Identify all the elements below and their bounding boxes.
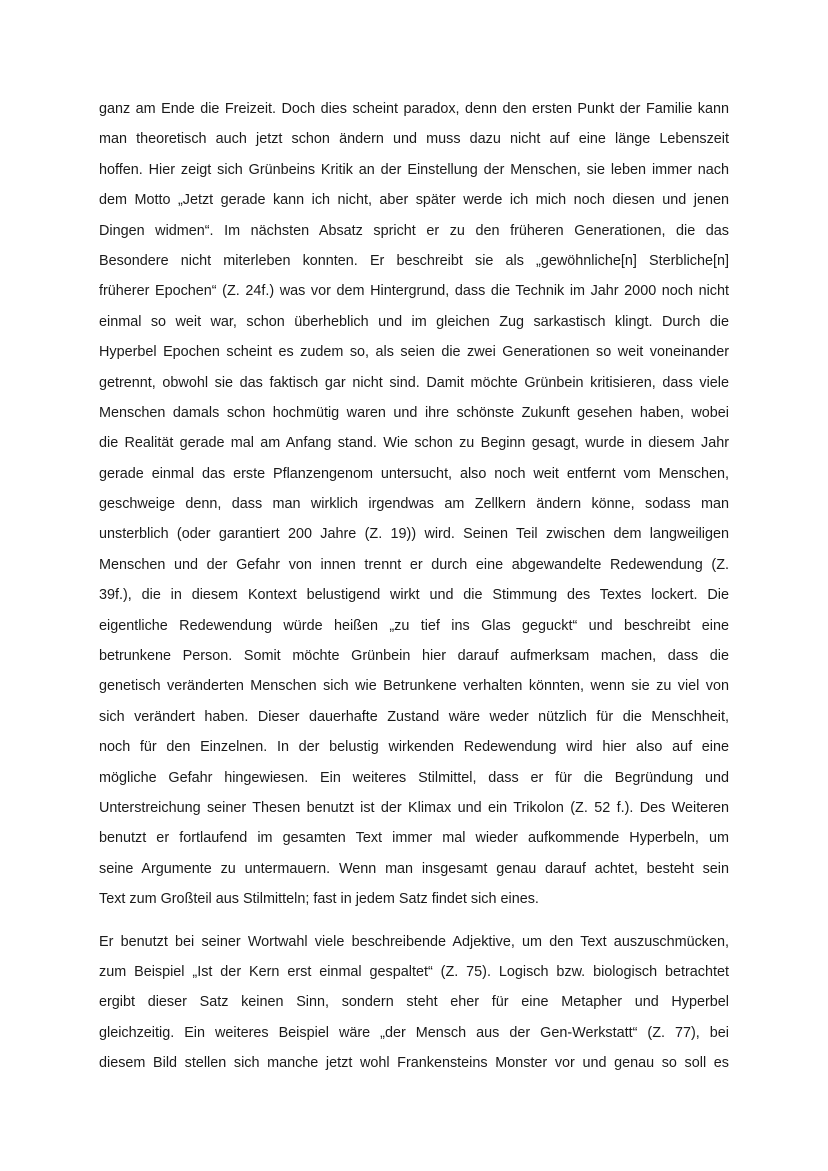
text-line: mögliche Gefahr hingewiesen. Ein weiteres Stilmittel, dass er für die Begründung und <box>99 769 729 786</box>
text-line: seine Argumente zu untermauern. Wenn man insgesamt genau darauf achtet, besteht sein <box>99 860 729 877</box>
text-line: hoffen. Hier zeigt sich Grünbeins Kritik an der Einstellung der Menschen, sie leben immer nach <box>99 161 729 178</box>
text-line: 39f.), die in diesem Kontext belustigend wirkt und die Stimmung des Textes lockert. Die <box>99 587 729 604</box>
text-line: geschweige denn, dass man wirklich irgendwas am Zellkern ändern könne, sodass man <box>99 496 729 513</box>
text-line: Menschen damals schon hochmütig waren und ihre schönste Zukunft gesehen haben, wobei <box>99 404 729 421</box>
text-line: betrunkene Person. Somit möchte Grünbein hier darauf aufmerksam machen, dass die <box>99 648 729 665</box>
paragraph-2 <box>99 927 729 1079</box>
paragraph-1 <box>99 94 729 915</box>
text-line: gleichzeitig. Ein weiteres Beispiel wäre „der Mensch aus der Gen-Werkstatt“ (Z. 77), bei <box>99 1024 729 1041</box>
text-line: gerade einmal das erste Pflanzengenom untersucht, also noch weit entfernt vom Menschen, <box>99 465 729 482</box>
text-line: Dingen widmen“. Im nächsten Absatz spricht er zu den früheren Generationen, die das <box>99 222 729 239</box>
text-line: man theoretisch auch jetzt schon ändern und muss dazu nicht auf eine länge Lebenszeit <box>99 131 729 148</box>
text-line: Besondere nicht miterleben konnten. Er beschreibt sie als „gewöhnliche[n] Sterbliche[n] <box>99 252 729 269</box>
text-line: einmal so weit war, schon überheblich und im gleichen Zug sarkastisch klingt. Durch die <box>99 313 729 330</box>
text-line: sich verändert haben. Dieser dauerhafte Zustand wäre weder nützlich für die Menschheit, <box>99 708 729 725</box>
document-page <box>99 94 729 1079</box>
text-line: noch für den Einzelnen. In der belustig wirkenden Redewendung wird hier also auf eine <box>99 739 729 756</box>
text-line: eigentliche Redewendung würde heißen „zu tief ins Glas geguckt“ und beschreibt eine <box>99 617 729 634</box>
text-line: Hyperbel Epochen scheint es zudem so, als seien die zwei Generationen so weit voneinander <box>99 344 729 361</box>
text-line: unsterblich (oder garantiert 200 Jahre (Z. 19)) wird. Seinen Teil zwischen dem langweiligen <box>99 526 729 543</box>
text-line: die Realität gerade mal am Anfang stand. Wie schon zu Beginn gesagt, wurde in diesem Jahr <box>99 435 729 452</box>
paragraph-spacer <box>99 915 729 927</box>
text-line: früherer Epochen“ (Z. 24f.) was vor dem Hintergrund, dass die Technik im Jahr 2000 noch nicht <box>99 283 729 300</box>
text-line: Menschen und der Gefahr von innen trennt er durch eine abgewandelte Redewendung (Z. <box>99 556 729 573</box>
text-line: Text zum Großteil aus Stilmitteln; fast in jedem Satz findet sich eines. <box>99 891 539 908</box>
text-line: diesem Bild stellen sich manche jetzt wohl Frankensteins Monster vor und genau so soll es <box>99 1055 729 1072</box>
text-line: Unterstreichung seiner Thesen benutzt ist der Klimax und ein Trikolon (Z. 52 f.). Des Weiteren <box>99 799 729 816</box>
text-line: getrennt, obwohl sie das faktisch gar nicht sind. Damit möchte Grünbein kritisieren, dass viele <box>99 374 729 391</box>
text-line: zum Beispiel „Ist der Kern erst einmal gespaltet“ (Z. 75). Logisch bzw. biologisch betrachtet <box>99 963 729 980</box>
text-line: benutzt er fortlaufend im gesamten Text immer mal wieder aufkommende Hyperbeln, um <box>99 830 729 847</box>
text-line: genetisch veränderten Menschen sich wie Betrunkene verhalten könnten, wenn sie zu viel von <box>99 678 729 695</box>
text-line: dem Motto „Jetzt gerade kann ich nicht, aber später werde ich mich noch diesen und jenen <box>99 192 729 209</box>
text-line: ergibt dieser Satz keinen Sinn, sondern steht eher für eine Metapher und Hyperbel <box>99 994 729 1011</box>
text-line: Er benutzt bei seiner Wortwahl viele beschreibende Adjektive, um den Text auszuschmücken, <box>99 933 729 950</box>
text-line: ganz am Ende die Freizeit. Doch dies scheint paradox, denn den ersten Punkt der Familie kann <box>99 101 729 117</box>
